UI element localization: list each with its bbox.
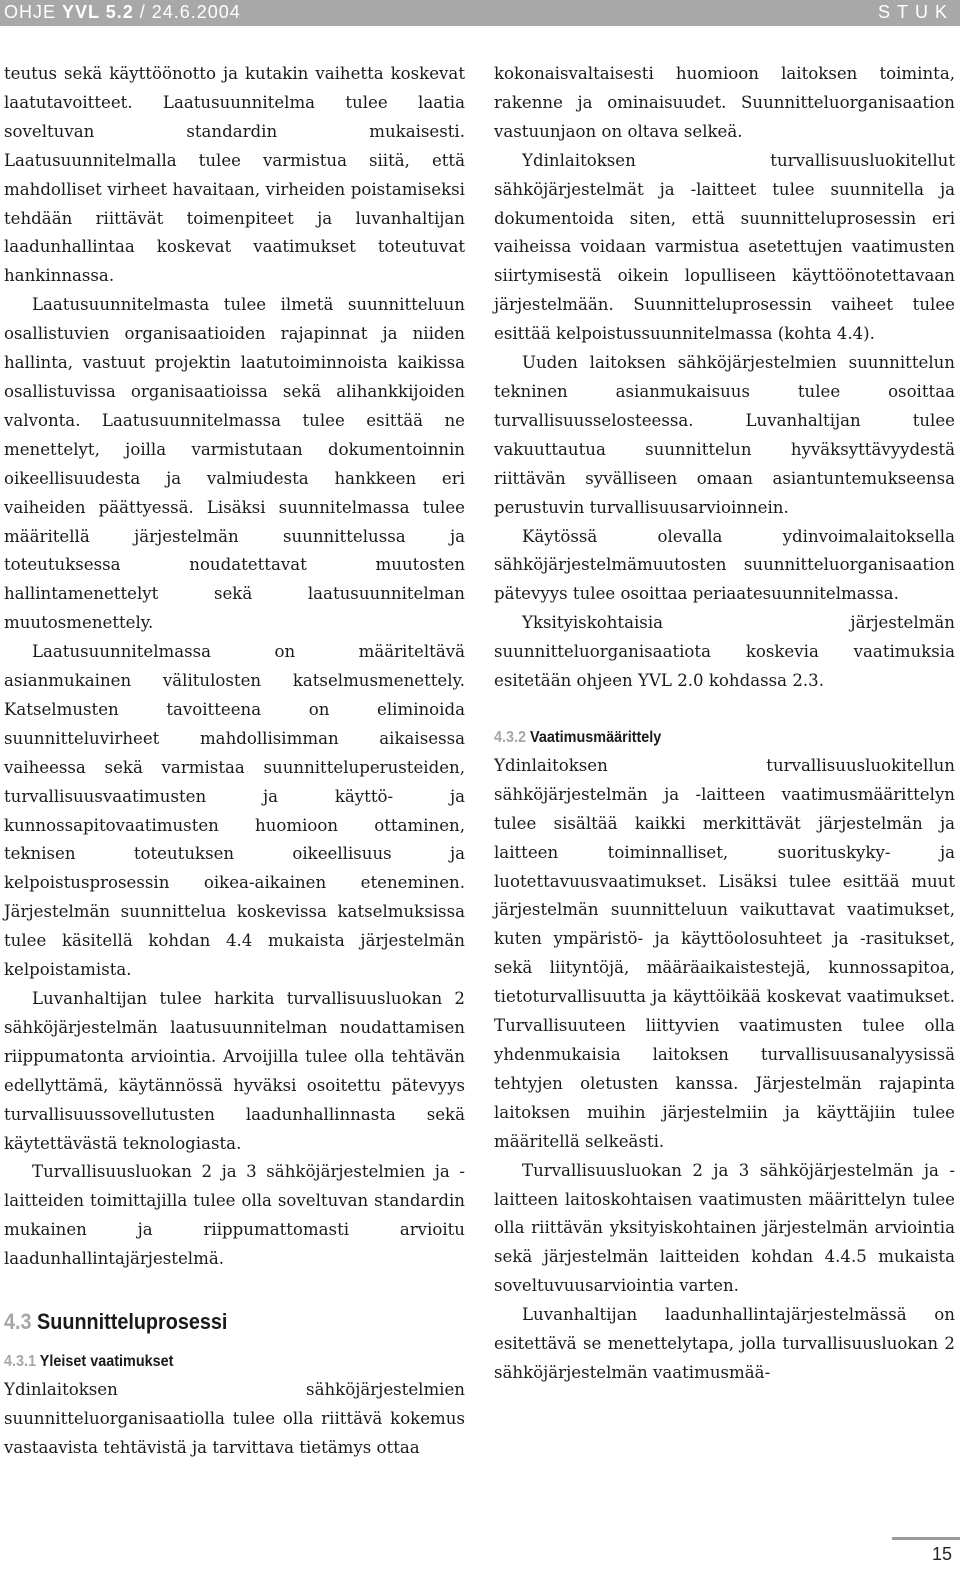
paragraph: Yksityiskohtaisia järjestelmän suunnitteluorganisaatiota koskevia vaatimuksia esitetään ohjeen YVL 2.0 kohdassa 2.3. <box>494 613 955 691</box>
paragraph: Laatusuunnitelmassa on määriteltävä asianmukainen välitulosten katselmusmenettely. Katselmusten tavoitteena on eliminoida suunnitteluvirheet mahdollisimman aikaisessa vaiheessa sekä varmistaa suunnitteluperusteiden, turvallisuusvaatimusten ja käyttö- ja kunnossapitovaatimusten huomioon ottaminen, teknisen toteutuksen oikeellisuus ja kelpoistusprosessin oikea-aikainen eteneminen. Järjestelmän suunnittelua koskevissa katselmuksissa tulee käsitellä kohdan 4.4 mukaista järjestelmän kelpoistamista. <box>4 642 465 980</box>
paragraph: Luvanhaltijan tulee harkita turvallisuusluokan 2 sähköjärjestelmän laatusuunnitelman noudattamisen riippumatonta arviointia. Arvoijilla tulee olla tehtävän edellyttämä, käytännössä hyväksi osoitettu pätevyys turvallisuussovellutusten laadunhallinnasta sekä käytettävästä teknologiasta. <box>4 989 465 1153</box>
subsection-title: Vaatimusmäärittely <box>530 728 662 746</box>
subsection-heading <box>494 726 909 750</box>
paragraph: Käytössä olevalla ydinvoimalaitoksella sähköjärjestelmämuutosten suunnitteluorganisaation pätevyys tulee osoittaa periaatesuunnitelmassa. <box>494 526 955 604</box>
header-bar <box>0 0 960 26</box>
page-number: 15 <box>931 1544 952 1564</box>
section-heading <box>4 1308 419 1336</box>
paragraph: Laatusuunnitelmasta tulee ilmetä suunnitteluun osallistuvien organisaatioiden rajapinnat ja niiden hallinta, vastuut projektin laatutoiminnoista kaikissa osallistuvissa organisaatioissa sekä alihankkijoiden valvonta. Laatusuunnitelmassa tulee esittää ne menettelyt, joilla varmistutaan dokumentoinnin oikeellisuudesta ja valmiudesta hankkeen eri vaiheiden päättyessä. Lisäksi suunnitelmassa tulee määritellä järjestelmän suunnittelussa ja toteutuksessa noudatettavat muutosten hallintamenettelyt sekä laatusuunnitelman muutosmenettely. <box>4 295 465 633</box>
subsection-number: 4.3.2 <box>494 728 527 746</box>
publisher-name: STUK <box>877 2 954 22</box>
paragraph: Turvallisuusluokan 2 ja 3 sähköjärjestelmän ja -laitteen laitoskohtaisen vaatimusten määrittelyn tulee olla riittävän yksityiskohtainen järjestelmän arviointia sekä järjestelmän laitteiden kohdan 4.4.5 mukaista soveltuvuusarviointia varten. <box>494 1160 955 1296</box>
paragraph: Ydinlaitoksen turvallisuusluokitellut sähköjärjestelmät ja -laitteet tulee suunnitella ja dokumentoida siten, että suunnitteluprosessin eri vaiheissa voidaan varmistua asetettujen vaatimusten siirtymisestä oikein lopulliseen käyttöönotettavaan järjestelmään. Suunnitteluprosessin vaiheet tulee esittää kelpoistussuunnitelmassa (kohta 4.4). <box>494 150 955 344</box>
subsection-number: 4.3.1 <box>4 1353 37 1371</box>
paragraph: Turvallisuusluokan 2 ja 3 sähköjärjestelmien ja -laitteiden toimittajilla tulee olla soveltuvan standardin mukainen ja riippumattomasti arvioitu laadunhallintajärjestelmä. <box>4 1162 465 1269</box>
paragraph: Uuden laitoksen sähköjärjestelmien suunnittelun tekninen asianmukaisuus tulee osoittaa turvallisuusselosteessa. Luvanhaltijan tulee vakuuttautua suunnittelun hyväksyttävyydestä riittävän syvälliseen omaan asiantuntemukseensa perustuvin turvallisuusarvioinnein. <box>494 353 955 517</box>
footer-rule <box>892 1537 960 1540</box>
section-number: 4.3 <box>4 1309 32 1335</box>
paragraph: kokonaisvaltaisesti huomioon laitoksen toiminta, rakenne ja ominaisuudet. Suunnitteluorganisaation vastuunjaon on oltava selkeä. <box>494 64 955 141</box>
section-title: Suunnitteluprosessi <box>37 1309 228 1335</box>
doc-id: YVL 5.2 <box>62 2 134 22</box>
subsection-title: Yleiset vaatimukset <box>39 1353 174 1371</box>
right-column <box>494 60 955 1388</box>
paragraph: teutus sekä käyttöönotto ja kutakin vaihetta koskevat laatutavoitteet. Laatusuunnitelma tulee laatia soveltuvan standardin mukaisesti. Laatusuunnitelmalla tulee varmistua siitä, että mahdolliset virheet havaitaan, virheiden poistamiseksi tehdään riittävät toimenpiteet ja luvanhaltijan laadunhallintaa koskevat vaatimukset toteutuvat hankinnassa. <box>4 64 465 286</box>
paragraph: Ydinlaitoksen sähköjärjestelmien suunnitteluorganisaatiolla tulee olla riittävä kokemus vastaavista tehtävistä ja tarvittava tietämys ottaa <box>4 1380 465 1457</box>
document-identifier <box>4 2 241 23</box>
doc-prefix: OHJE <box>4 2 63 22</box>
paragraph: Luvanhaltijan laadunhallintajärjestelmässä on esitettävä se menettelytapa, jolla turvallisuusluokan 2 sähköjärjestelmän vaatimusmää- <box>494 1305 955 1382</box>
doc-date: / 24.6.2004 <box>133 2 241 22</box>
paragraph: Ydinlaitoksen turvallisuusluokitellun sähköjärjestelmän ja -laitteen vaatimusmäärittelyn tulee sisältää kaikki merkittävät järjestelmän ja laitteen toiminnalliset, suorituskyky- ja luotettavuusvaatimukset. Lisäksi tulee esittää muut järjestelmän suunnitteluun vaikuttavat vaatimukset, kuten ympäristö- ja käyttöolosuhteet ja -rasitukset, sekä liityntöjä, määräaikaistestejä, kunnossapitoa, tietoturvallisuutta ja käyttöikää koskevat vaatimukset. Turvallisuuteen liittyvien vaatimusten tulee olla yhdenmukaisia laitoksen turvallisuusanalyysissä tehtyjen oletusten kanssa. Järjestelmän rajapinta laitoksen muihin järjestelmiin ja käyttäjiin tulee määritellä selkeästi. <box>494 755 955 1151</box>
left-column <box>4 60 465 1463</box>
subsection-heading <box>4 1350 419 1374</box>
